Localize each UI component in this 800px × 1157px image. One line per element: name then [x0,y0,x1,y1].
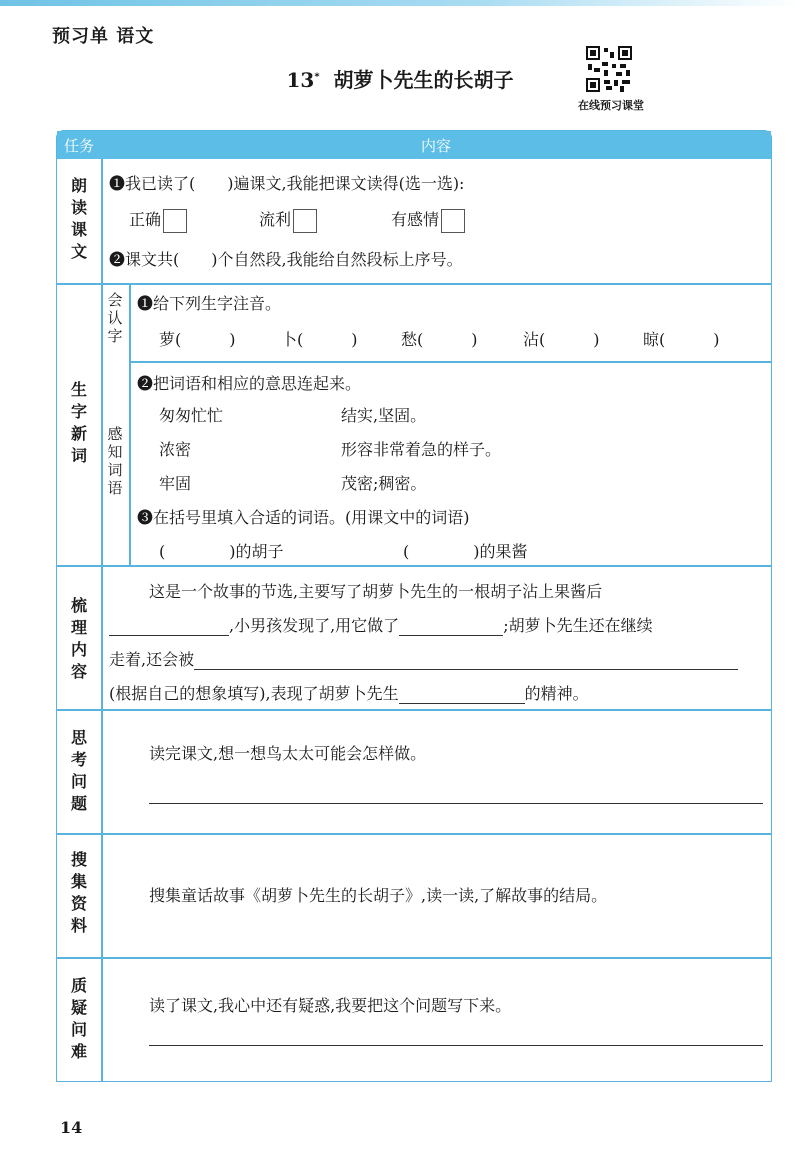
row-divider [57,283,771,285]
summary-blank-4[interactable] [399,685,525,704]
fill-blank-2[interactable]: ( )的果酱 [403,542,528,561]
row-label-questions: 质疑问难 [71,976,88,1061]
option-correct-checkbox[interactable] [163,209,187,233]
row-divider [57,565,771,567]
option-expressive-checkbox[interactable] [441,209,465,233]
summary-blank-1[interactable] [109,617,229,636]
summary-line-4b: 的精神。 [524,684,589,703]
summary-blank-3[interactable] [194,651,738,670]
thinking-prompt: 读完课文,想一想鸟太太可能会怎样做。 [149,744,427,763]
match-right-2[interactable]: 形容非常着急的样子。 [341,440,502,459]
option-fluent-checkbox[interactable] [293,209,317,233]
row-divider [57,957,771,959]
lesson-title [0,64,800,93]
sub-row-divider [129,361,771,363]
option-correct-label: 正确 [129,210,162,229]
header-task: 任务 [63,137,94,155]
char-pinyin-5[interactable]: 晾( ) [643,330,720,349]
row-divider [57,709,771,711]
char-pinyin-3[interactable]: 愁( ) [401,330,478,349]
research-prompt: 搜集童话故事《胡萝卜先生的长胡子》,读一读,了解故事的结局。 [149,886,608,905]
row-divider [57,833,771,835]
summary-line-4 [109,681,589,704]
lesson-mark: * [314,71,320,83]
row-label-research: 搜集资料 [71,850,88,935]
questions-answer-line[interactable] [149,1045,763,1046]
summary-line-3-text: 走着,还会被 [109,650,195,669]
char-pinyin-4[interactable]: 沾( ) [523,330,600,349]
reading-question-2: ❷课文共( )个自然段,我能给自然段标上序号。 [109,250,463,269]
char-pinyin-1[interactable]: 萝( ) [159,330,236,349]
option-expressive-label: 有感情 [391,210,440,229]
match-left-1[interactable]: 匆匆忙忙 [159,406,224,425]
char-pinyin-2[interactable]: 卜( ) [281,330,358,349]
match-left-2[interactable]: 浓密 [159,440,192,459]
summary-line-1: 这是一个故事的节选,主要写了胡萝卜先生的一根胡子沾上果酱后 [149,582,603,601]
page-number: 14 [60,1118,83,1137]
lesson-number: 13 [286,68,315,92]
summary-line-3 [109,647,738,670]
row-label-summary: 梳理内容 [71,596,88,681]
questions-prompt: 读了课文,我心中还有疑惑,我要把这个问题写下来。 [149,996,512,1015]
vocab-question-3: ❸在括号里填入合适的词语。(用课文中的词语) [137,508,470,527]
summary-line-2b: ;胡萝卜先生还在继续 [503,616,653,635]
summary-line-4a: (根据自己的想象填写),表现了胡萝卜先生 [109,684,399,703]
reading-question-1: ❶我已读了( )遍课文,我能把课文读得(选一选): [109,174,465,193]
table-header [57,131,771,159]
row-label-reading: 朗读课文 [71,176,88,261]
header-content: 内容 [420,137,451,155]
vocab-question-1: ❶给下列生字注音。 [137,294,282,313]
qr-label: 在线预习课堂 [578,99,644,112]
summary-line-2 [109,613,653,636]
fill-blank-1[interactable]: ( )的胡子 [159,542,284,561]
thinking-answer-line[interactable] [149,803,763,804]
qr-code-icon[interactable] [586,46,632,92]
lesson-title-text: 胡萝卜先生的长胡子 [333,68,514,92]
summary-line-2a: ,小男孩发现了,用它做了 [229,616,400,635]
match-left-3[interactable]: 牢固 [159,474,192,493]
option-correct[interactable] [129,207,187,233]
book-section-header: 预习单 语文 [52,26,155,47]
match-right-3[interactable]: 茂密;稠密。 [341,474,427,493]
sub-column-divider [129,283,131,565]
match-right-1[interactable]: 结实,坚固。 [341,406,427,425]
worksheet-table [56,130,772,1082]
option-fluent[interactable] [259,207,317,233]
option-fluent-label: 流利 [259,210,292,229]
row-label-vocab: 生字新词 [71,380,88,465]
option-expressive[interactable] [391,207,465,233]
top-color-bar [0,0,800,6]
vocab-question-2: ❷把词语和相应的意思连起来。 [137,374,362,393]
row-label-thinking: 思考问题 [71,728,88,813]
summary-blank-2[interactable] [399,617,503,636]
sub-label-recognize: 会认字 [107,291,123,345]
sub-label-words: 感知词语 [107,425,123,497]
